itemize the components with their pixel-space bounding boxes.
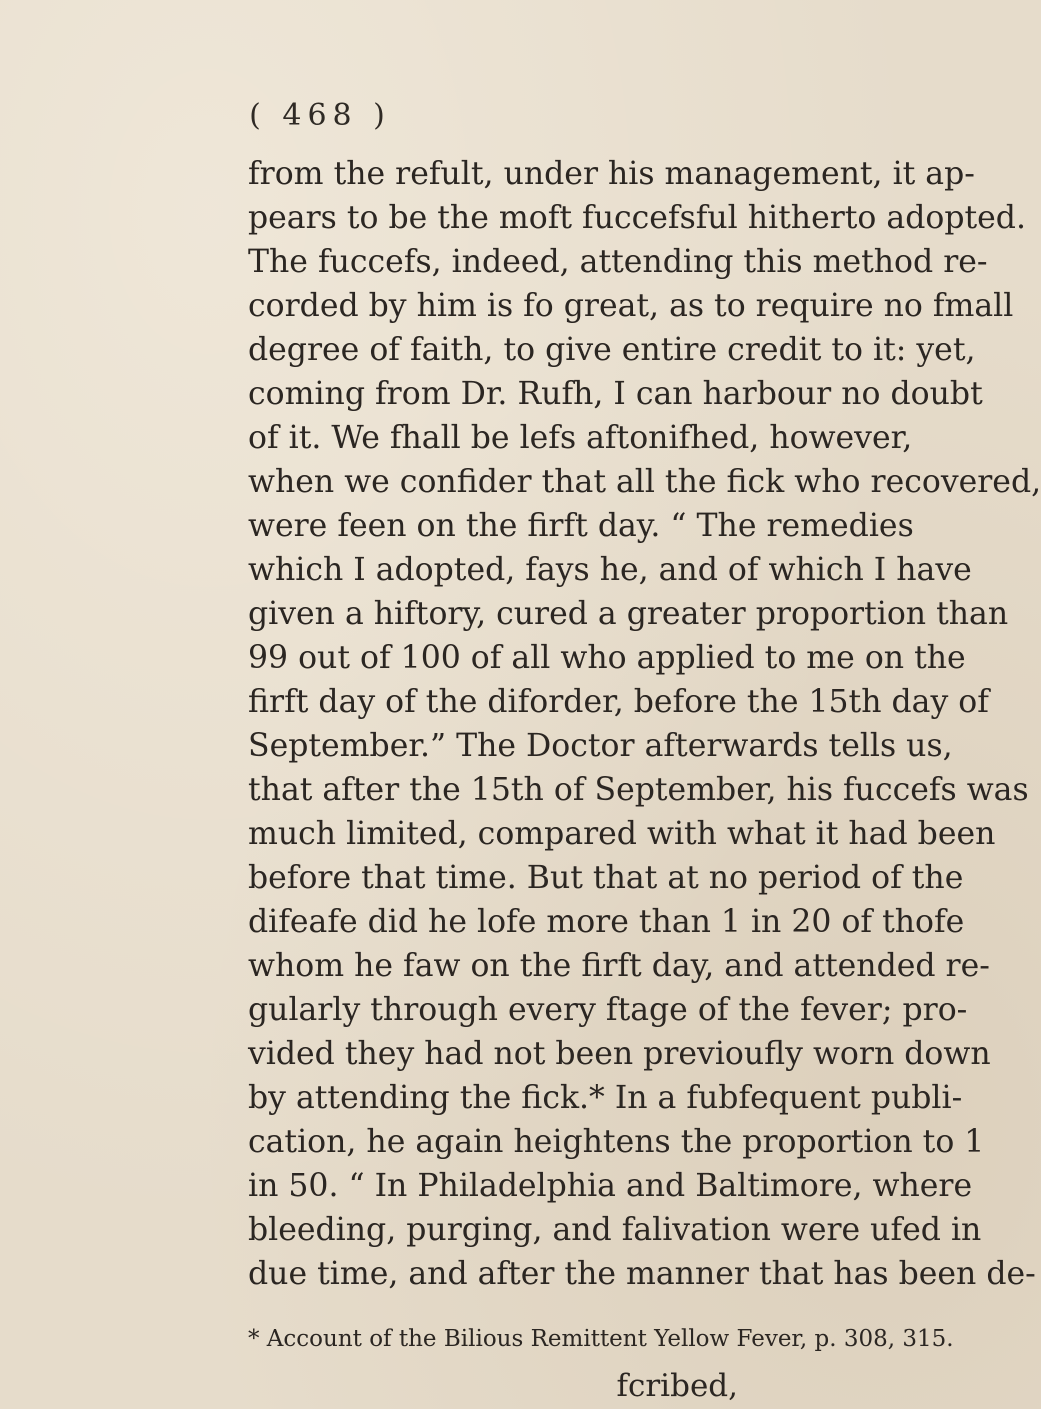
page-number: ( 468 ) (249, 98, 391, 133)
text-line: coming from Dr. Rufh, I can harbour no doubt (248, 376, 983, 412)
text-line: 99 out of 100 of all who applied to me on the (248, 640, 966, 676)
text-line: cation, he again heightens the proportion to 1 (248, 1124, 985, 1160)
text-line: which I adopted, fays he, and of which I have (248, 552, 972, 588)
text-line: given a hiftory, cured a greater proportion than (248, 596, 1009, 632)
text-line: whom he faw on the firft day, and attended re- (248, 948, 990, 984)
text-line: by attending the fick.* In a fubfequent publi- (248, 1080, 963, 1116)
text-line: vided they had not been previoufly worn down (248, 1036, 991, 1072)
catchword: fcribed, (616, 1368, 738, 1404)
text-line: were feen on the firft day. “ The remedies (248, 508, 914, 544)
text-line: before that time. But that at no period of the (248, 860, 964, 896)
text-line: due time, and after the manner that has been de- (248, 1256, 1036, 1292)
text-line: of it. We fhall be lefs aftonifhed, however, (248, 420, 913, 456)
text-line: firft day of the diforder, before the 15th day of (248, 684, 989, 720)
text-line: from the refult, under his management, it ap- (248, 156, 975, 192)
text-line: when we confider that all the fick who recovered, (248, 464, 1041, 500)
text-line: difeafe did he lofe more than 1 in 20 of thofe (248, 904, 965, 940)
text-line: that after the 15th of September, his fuccefs was (248, 772, 1029, 808)
text-line: gularly through every ftage of the fever; pro- (248, 992, 968, 1028)
text-line: degree of faith, to give entire credit to it: yet, (248, 332, 976, 368)
text-line: pears to be the moft fuccefsful hitherto adopted. (248, 200, 1026, 236)
text-line: much limited, compared with what it had been (248, 816, 996, 852)
text-line: The fuccefs, indeed, attending this method re- (248, 244, 988, 280)
text-line: in 50. “ In Philadelphia and Baltimore, where (248, 1168, 973, 1204)
footnote: * Account of the Bilious Remittent Yellow Fever, p. 308, 315. (248, 1326, 954, 1352)
text-line: bleeding, purging, and falivation were ufed in (248, 1212, 982, 1248)
text-line: September.” The Doctor afterwards tells us, (248, 728, 953, 764)
text-line: corded by him is fo great, as to require no fmall (248, 288, 1014, 324)
